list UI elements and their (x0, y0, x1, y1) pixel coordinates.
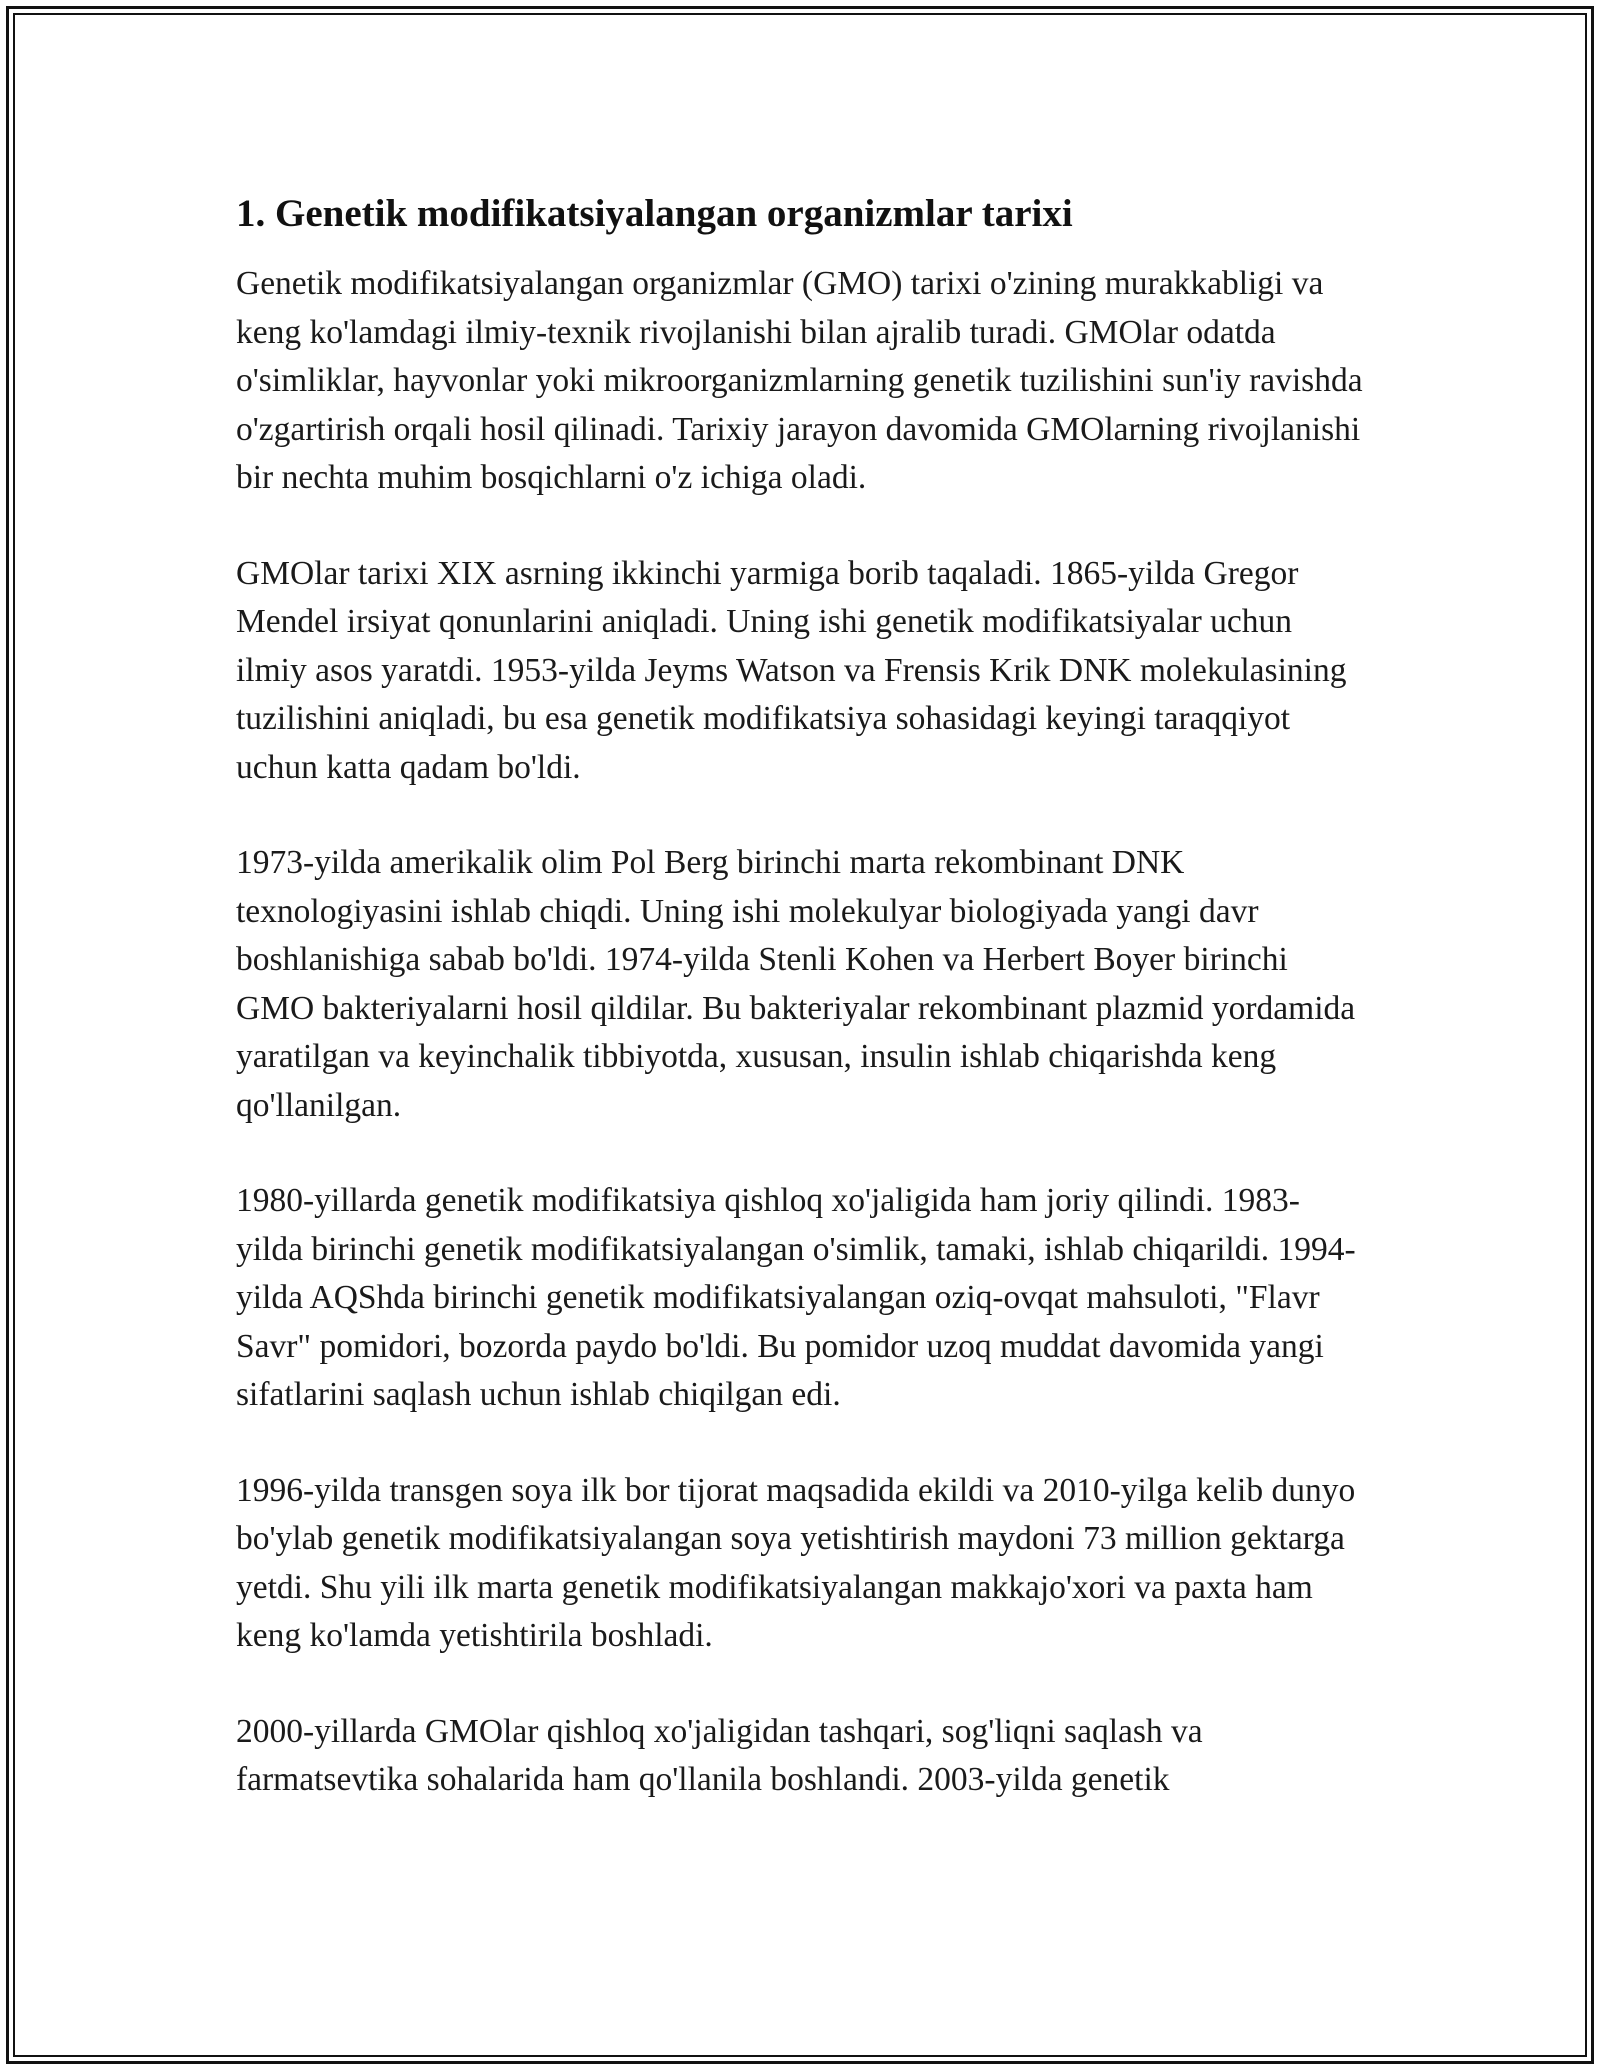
section-heading: 1. Genetik modifikatsiyalangan organizmlar tarixi (236, 192, 1073, 235)
paragraph-19th-century: GMOlar tarixi XIX asrning ikkinchi yarmiga borib taqaladi. 1865-yilda Gregor Mendel irsiyat qonunlarini aniqladi. Uning ishi genetik modifikatsiyalar uchun ilmiy asos yaratdi. 1953-yilda Jeyms Watson va Frensis Krik DNK molekulasining tuzilishini aniqladi, bu esa genetik modifikatsiya sohasidagi keyingi taraqqiyot uchun katta qadam bo'ldi. (236, 554, 1347, 786)
paragraph-1980s: 1980-yillarda genetik modifikatsiya qishloq xo'jaligida ham joriy qilindi. 1983-yilda birinchi genetik modifikatsiyalangan o'simlik, tamaki, ishlab chiqarildi. 1994-yilda AQShda birinchi genetik modifikatsiyalangan oziq-ovqat mahsuloti, "Flavr Savr" pomidori, bozorda paydo bo'ldi. Bu pomidor uzoq muddat davomida yangi sifatlarini saqlash uchun ishlab chiqilgan edi. (236, 1182, 1356, 1413)
paragraph-1970s: 1973-yilda amerikalik olim Pol Berg birinchi marta rekombinant DNK texnologiyasini ishlab chiqdi. Uning ishi molekulyar biologiyada yangi davr boshlanishiga sabab bo'ldi. 1974-yilda Stenli Kohen va Herbert Boyer birinchi GMO bakteriyalarni hosil qildilar. Bu bakteriyalar rekombinant plazmid yordamida yaratilgan va keyinchalik tibbiyotda, xususan, insulin ishlab chiqarishda keng qo'llanilgan. (236, 844, 1356, 1124)
paragraph-intro: Genetik modifikatsiyalangan organizmlar (GMO) tarixi o'zining murakkabligi va keng ko'lamdagi ilmiy-texnik rivojlanishi bilan ajralib turadi. GMOlar odatda o'simliklar, hayvonlar yoki mikroorganizmlarning genetik tuzilishini sun'iy ravishda o'zgartirish orqali hosil qilinadi. Tarixiy jarayon davomida GMOlarning rivojlanishi bir nechta muhim bosqichlarni o'z ichiga oladi. (236, 265, 1363, 496)
document-body (236, 186, 1366, 1852)
paragraph-1996: 1996-yilda transgen soya ilk bor tijorat maqsadida ekildi va 2010-yilga kelib dunyo bo'ylab genetik modifikatsiyalangan soya yetishtirish maydoni 73 million gektarga yetdi. Shu yili ilk marta genetik modifikatsiyalangan makkajo'xori va paxta ham keng ko'lamda yetishtirila boshladi. (236, 1471, 1356, 1654)
paragraph-2000s: 2000-yillarda GMOlar qishloq xo'jaligidan tashqari, sog'liqni saqlash va farmatsevtika sohalarida ham qo'llanila boshlandi. 2003-yilda genetik (236, 1712, 1203, 1798)
